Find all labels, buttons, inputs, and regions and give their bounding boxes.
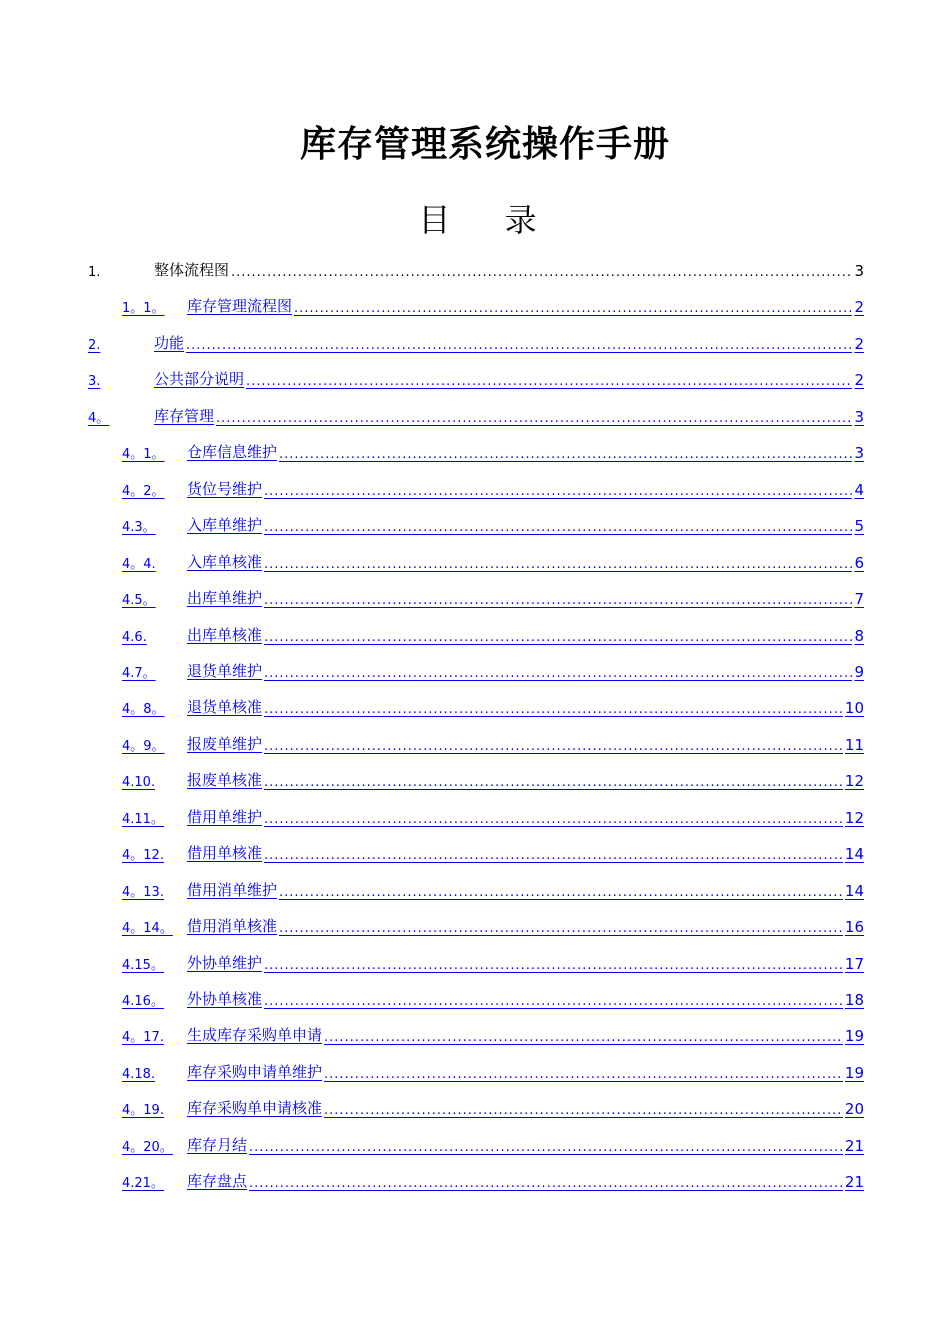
toc-entry-number: 4。14。 xyxy=(122,921,173,937)
toc-entry-number: 4。19. xyxy=(122,1103,164,1119)
toc-entry-page-number: 18 xyxy=(844,991,864,1009)
toc-entry-link[interactable] xyxy=(122,693,864,717)
toc-entry-number: 4.6. xyxy=(122,629,147,645)
toc-entry-link[interactable] xyxy=(122,548,864,572)
toc-entry-label: 借用单核准 xyxy=(187,844,263,863)
toc-entry xyxy=(0,511,950,539)
toc-entry-number: 2. xyxy=(88,337,101,353)
toc-entry xyxy=(0,292,950,320)
toc-entry xyxy=(0,985,950,1013)
toc-entry-page-number: 8 xyxy=(854,626,864,645)
toc-entry-label: 退货单核准 xyxy=(187,698,263,717)
toc-entry xyxy=(0,1058,950,1086)
toc-dot-leader xyxy=(279,921,843,936)
toc-entry-number: 4。8。 xyxy=(122,702,165,718)
toc-entry-link[interactable] xyxy=(122,1094,864,1118)
toc-entry-page-number: 20 xyxy=(844,1100,864,1119)
toc-entry-number: 4。20。 xyxy=(122,1139,173,1155)
toc-entry xyxy=(0,730,950,758)
toc-entry-page-number: 3 xyxy=(854,407,864,426)
toc-entry-link[interactable] xyxy=(122,949,864,973)
toc-entry-number: 1. xyxy=(88,265,101,280)
toc-dot-leader xyxy=(264,739,843,754)
toc-entry-number: 4.11。 xyxy=(122,811,164,827)
toc-entry-link[interactable] xyxy=(122,475,864,499)
toc-entry xyxy=(0,949,950,977)
toc-entry-link[interactable] xyxy=(122,584,864,608)
toc-entry-page-number: 3 xyxy=(854,444,864,463)
toc-entry-page-number: 7 xyxy=(854,590,864,609)
toc-dot-leader xyxy=(264,702,843,717)
toc-entry-label: 库存月结 xyxy=(187,1135,248,1154)
toc-entry-label: 生成库存采购单申请 xyxy=(187,1026,323,1045)
toc-entry-label: 入库单维护 xyxy=(187,516,263,535)
toc-entry-label: 借用单维护 xyxy=(187,807,263,826)
toc-entry-link[interactable] xyxy=(88,365,864,389)
toc-entry-link[interactable] xyxy=(122,1058,864,1082)
toc-entry-label: 整体流程图 xyxy=(154,261,230,279)
toc-entry-page-number: 2 xyxy=(854,334,864,353)
toc-entry xyxy=(0,657,950,685)
toc-dot-leader xyxy=(249,1176,843,1191)
toc-entry-page-number: 11 xyxy=(844,735,864,754)
toc-entry xyxy=(0,876,950,904)
toc-entry-link[interactable] xyxy=(122,803,864,827)
toc-dot-leader xyxy=(294,301,852,316)
toc-heading: 目 录 xyxy=(418,201,559,239)
toc-entry-page-number: 21 xyxy=(844,1173,864,1192)
toc-entry-link[interactable] xyxy=(122,912,864,936)
toc-entry xyxy=(0,1094,950,1122)
toc-entry-label: 外协单核准 xyxy=(187,990,263,1008)
toc-entry-page-number: 2 xyxy=(854,371,864,390)
toc-dot-leader xyxy=(264,666,852,681)
toc-entry-label: 公共部分说明 xyxy=(154,370,245,389)
toc-entry xyxy=(0,766,950,794)
toc-entry-number: 4.5。 xyxy=(122,593,156,609)
toc-entry-page-number: 17 xyxy=(844,954,864,973)
toc-entry-page-number: 10 xyxy=(844,699,864,718)
toc-dot-leader xyxy=(246,374,852,389)
toc-entry-page-number: 3 xyxy=(854,262,864,280)
toc-entry-number: 4.16。 xyxy=(122,994,164,1009)
toc-entry-link[interactable] xyxy=(122,839,864,863)
toc-entry-number: 3. xyxy=(88,374,101,390)
toc-entry-link[interactable] xyxy=(122,766,864,790)
toc-dot-leader xyxy=(279,447,852,462)
toc-entry xyxy=(0,803,950,831)
toc-dot-leader xyxy=(264,484,852,499)
toc-entry-link[interactable] xyxy=(122,511,864,535)
toc-entry-number: 4。2。 xyxy=(122,483,165,499)
toc-entry-link[interactable] xyxy=(122,1021,864,1045)
toc-entry-link[interactable] xyxy=(88,402,864,426)
toc-entry-number: 4.15。 xyxy=(122,957,164,973)
toc-entry-page-number: 6 xyxy=(854,553,864,572)
toc-entry-label: 外协单维护 xyxy=(187,953,263,972)
toc-entry-label: 货位号维护 xyxy=(187,479,263,498)
toc-entry-page-number: 14 xyxy=(844,881,864,900)
toc-entry-label: 借用消单核准 xyxy=(187,917,278,936)
toc-dot-leader xyxy=(264,958,843,973)
toc-entry xyxy=(0,256,950,284)
toc-entry-label: 库存采购单申请核准 xyxy=(187,1099,323,1118)
toc-entry-number: 4。1。 xyxy=(122,447,165,463)
toc-entry-link[interactable] xyxy=(122,292,864,316)
toc-entry xyxy=(0,475,950,503)
toc-entry-label: 报废单维护 xyxy=(187,734,263,753)
toc-dot-leader xyxy=(279,885,843,900)
toc-entry-page-number: 21 xyxy=(844,1136,864,1155)
toc-entry-page-number: 14 xyxy=(844,845,864,864)
toc-entry-page-number: 16 xyxy=(844,918,864,937)
toc-entry-page-number: 12 xyxy=(844,772,864,791)
toc-entry-page-number: 9 xyxy=(854,662,864,681)
toc-entry-label: 借用消单维护 xyxy=(187,880,278,899)
toc-entry-number: 4。13. xyxy=(122,884,164,900)
toc-entry-label: 功能 xyxy=(154,333,185,352)
toc-entry xyxy=(0,365,950,393)
toc-entry xyxy=(0,621,950,649)
toc-entry-number: 4.21。 xyxy=(122,1176,164,1192)
toc-entry xyxy=(0,438,950,466)
toc-dot-leader xyxy=(249,1140,843,1155)
document-title: 库存管理系统操作手册 xyxy=(299,124,670,165)
toc-entry-link[interactable] xyxy=(122,985,864,1009)
toc-entry-label: 库存管理 xyxy=(154,406,215,425)
toc-entry-label: 库存盘点 xyxy=(187,1172,248,1191)
toc-entry-link[interactable] xyxy=(88,329,864,353)
toc-entry-number: 4。12. xyxy=(122,848,164,864)
toc-entry-link[interactable] xyxy=(122,1131,864,1155)
toc-entry-link[interactable] xyxy=(122,1167,864,1191)
toc-dot-leader xyxy=(186,338,852,353)
toc-dot-leader xyxy=(324,1030,843,1045)
toc-entry-page-number: 19 xyxy=(844,1063,864,1082)
toc-entry-label: 退货单维护 xyxy=(187,661,263,680)
toc-entry xyxy=(0,329,950,357)
toc-entry xyxy=(0,912,950,940)
toc-dot-leader xyxy=(264,593,852,608)
toc-entry xyxy=(0,584,950,612)
toc-entry xyxy=(0,1131,950,1159)
toc-entry-page-number: 12 xyxy=(844,808,864,827)
toc-entry-number: 4.3。 xyxy=(122,520,156,536)
toc-entry-link[interactable] xyxy=(122,730,864,754)
toc-entry-label: 出库单维护 xyxy=(187,589,263,608)
toc-dot-leader xyxy=(264,520,852,535)
toc-entry-number: 4.18. xyxy=(122,1066,156,1082)
toc-entry-link[interactable] xyxy=(122,876,864,900)
toc-entry xyxy=(0,402,950,430)
toc-entry xyxy=(0,548,950,576)
toc-dot-leader xyxy=(324,1103,843,1118)
toc-entry-page-number: 19 xyxy=(844,1027,864,1046)
toc-entry-number: 4.10. xyxy=(122,775,156,791)
toc-entry-page-number: 2 xyxy=(854,298,864,317)
toc-entry-link[interactable] xyxy=(122,621,864,645)
toc-dot-leader xyxy=(264,848,843,863)
toc-entry xyxy=(0,693,950,721)
toc-entry-label: 仓库信息维护 xyxy=(187,443,278,462)
toc-dot-leader xyxy=(264,994,843,1009)
toc-dot-leader xyxy=(264,812,843,827)
toc-dot-leader xyxy=(324,1067,843,1082)
toc-dot-leader xyxy=(216,411,852,426)
toc-entry-number: 4。9。 xyxy=(122,738,165,754)
toc-entry-link xyxy=(88,256,864,280)
toc-entry-label: 库存管理流程图 xyxy=(187,297,293,316)
toc-dot-leader xyxy=(264,630,852,645)
toc-entry-number: 4。 xyxy=(88,410,110,426)
toc-entry xyxy=(0,1167,950,1195)
toc-dot-leader xyxy=(264,775,843,790)
toc-entry-link[interactable] xyxy=(122,438,864,462)
toc-entry-link[interactable] xyxy=(122,657,864,681)
toc-entry-page-number: 4 xyxy=(854,480,864,499)
toc-entry-page-number: 5 xyxy=(854,517,864,536)
toc-entry xyxy=(0,1021,950,1049)
toc-dot-leader xyxy=(231,265,852,280)
toc-entry-label: 出库单核准 xyxy=(187,625,263,644)
toc-entry-number: 4。17. xyxy=(122,1030,164,1046)
toc-entry-number: 4.7。 xyxy=(122,665,156,681)
toc-entry-label: 报废单核准 xyxy=(187,771,263,790)
toc-entry-label: 入库单核准 xyxy=(187,552,263,571)
toc-dot-leader xyxy=(264,557,852,572)
toc-entry-label: 库存采购申请单维护 xyxy=(187,1062,323,1081)
toc-entry xyxy=(0,839,950,867)
toc-entry-number: 4。4. xyxy=(122,556,156,572)
toc-entry-number: 1。1。 xyxy=(122,301,165,317)
